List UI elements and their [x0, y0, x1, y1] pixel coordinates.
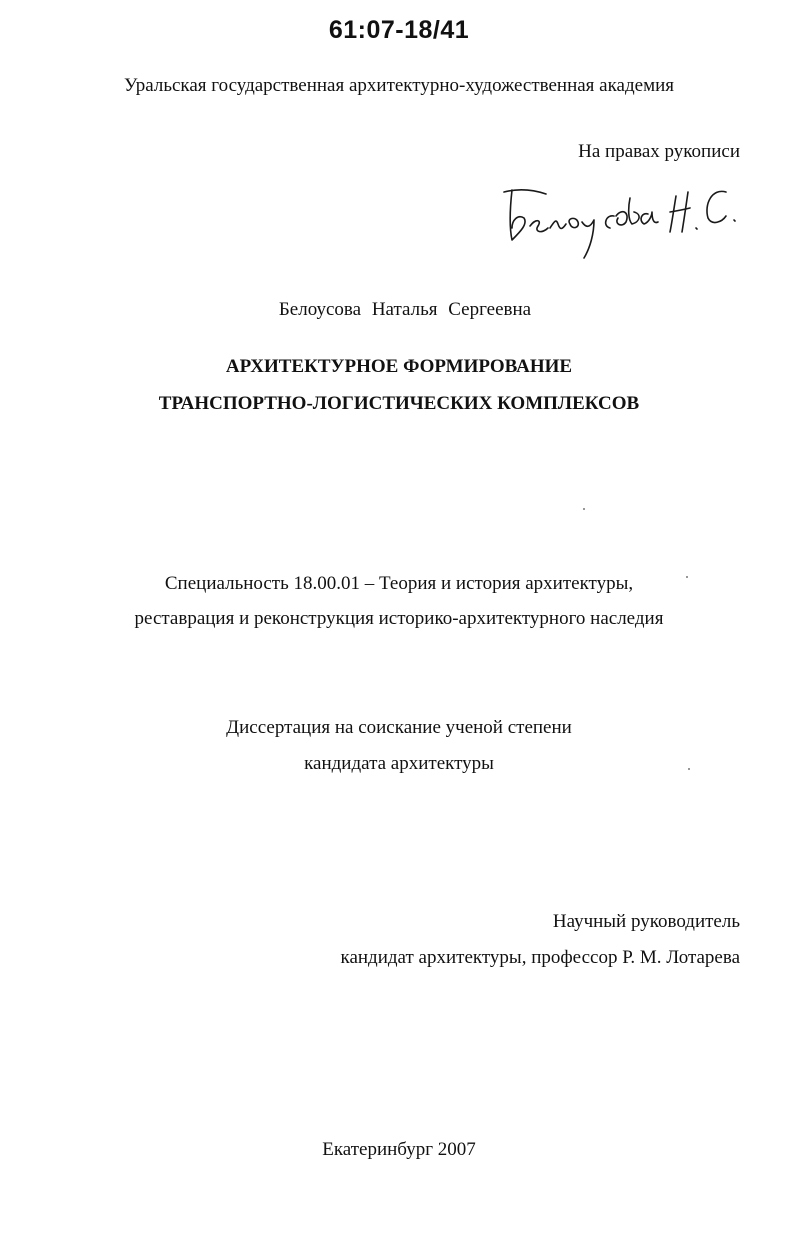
handwritten-signature: [490, 178, 750, 268]
manuscript-note: На правах рукописи: [578, 141, 740, 162]
institution-name: Уральская государственная архитектурно-художественная академия: [123, 75, 675, 96]
title-line-1: АРХИТЕКТУРНОЕ ФОРМИРОВАНИЕ: [225, 356, 573, 377]
supervisor-label: Научный руководитель: [552, 911, 740, 932]
supervisor-name: кандидат архитектуры, профессор Р. М. Лотарева: [340, 947, 740, 968]
scan-speck: [686, 576, 688, 578]
archive-code: 61:07-18/41: [328, 16, 470, 44]
title-line-2: ТРАНСПОРТНО-ЛОГИСТИЧЕСКИХ КОМПЛЕКСОВ: [158, 393, 640, 414]
specialty-line-1: Специальность 18.00.01 – Теория и история архитектуры,: [164, 573, 634, 594]
dissertation-line-2: кандидата архитектуры: [304, 753, 494, 774]
scan-speck: [583, 508, 585, 510]
place-year: Екатеринбург 2007: [322, 1139, 476, 1160]
dissertation-line-1: Диссертация на соискание ученой степени: [226, 717, 572, 738]
specialty-line-2: реставрация и реконструкция историко-архитектурного наследия: [134, 608, 664, 629]
author-name: Белоусова Наталья Сергеевна: [278, 299, 532, 320]
scan-speck: [688, 768, 690, 770]
